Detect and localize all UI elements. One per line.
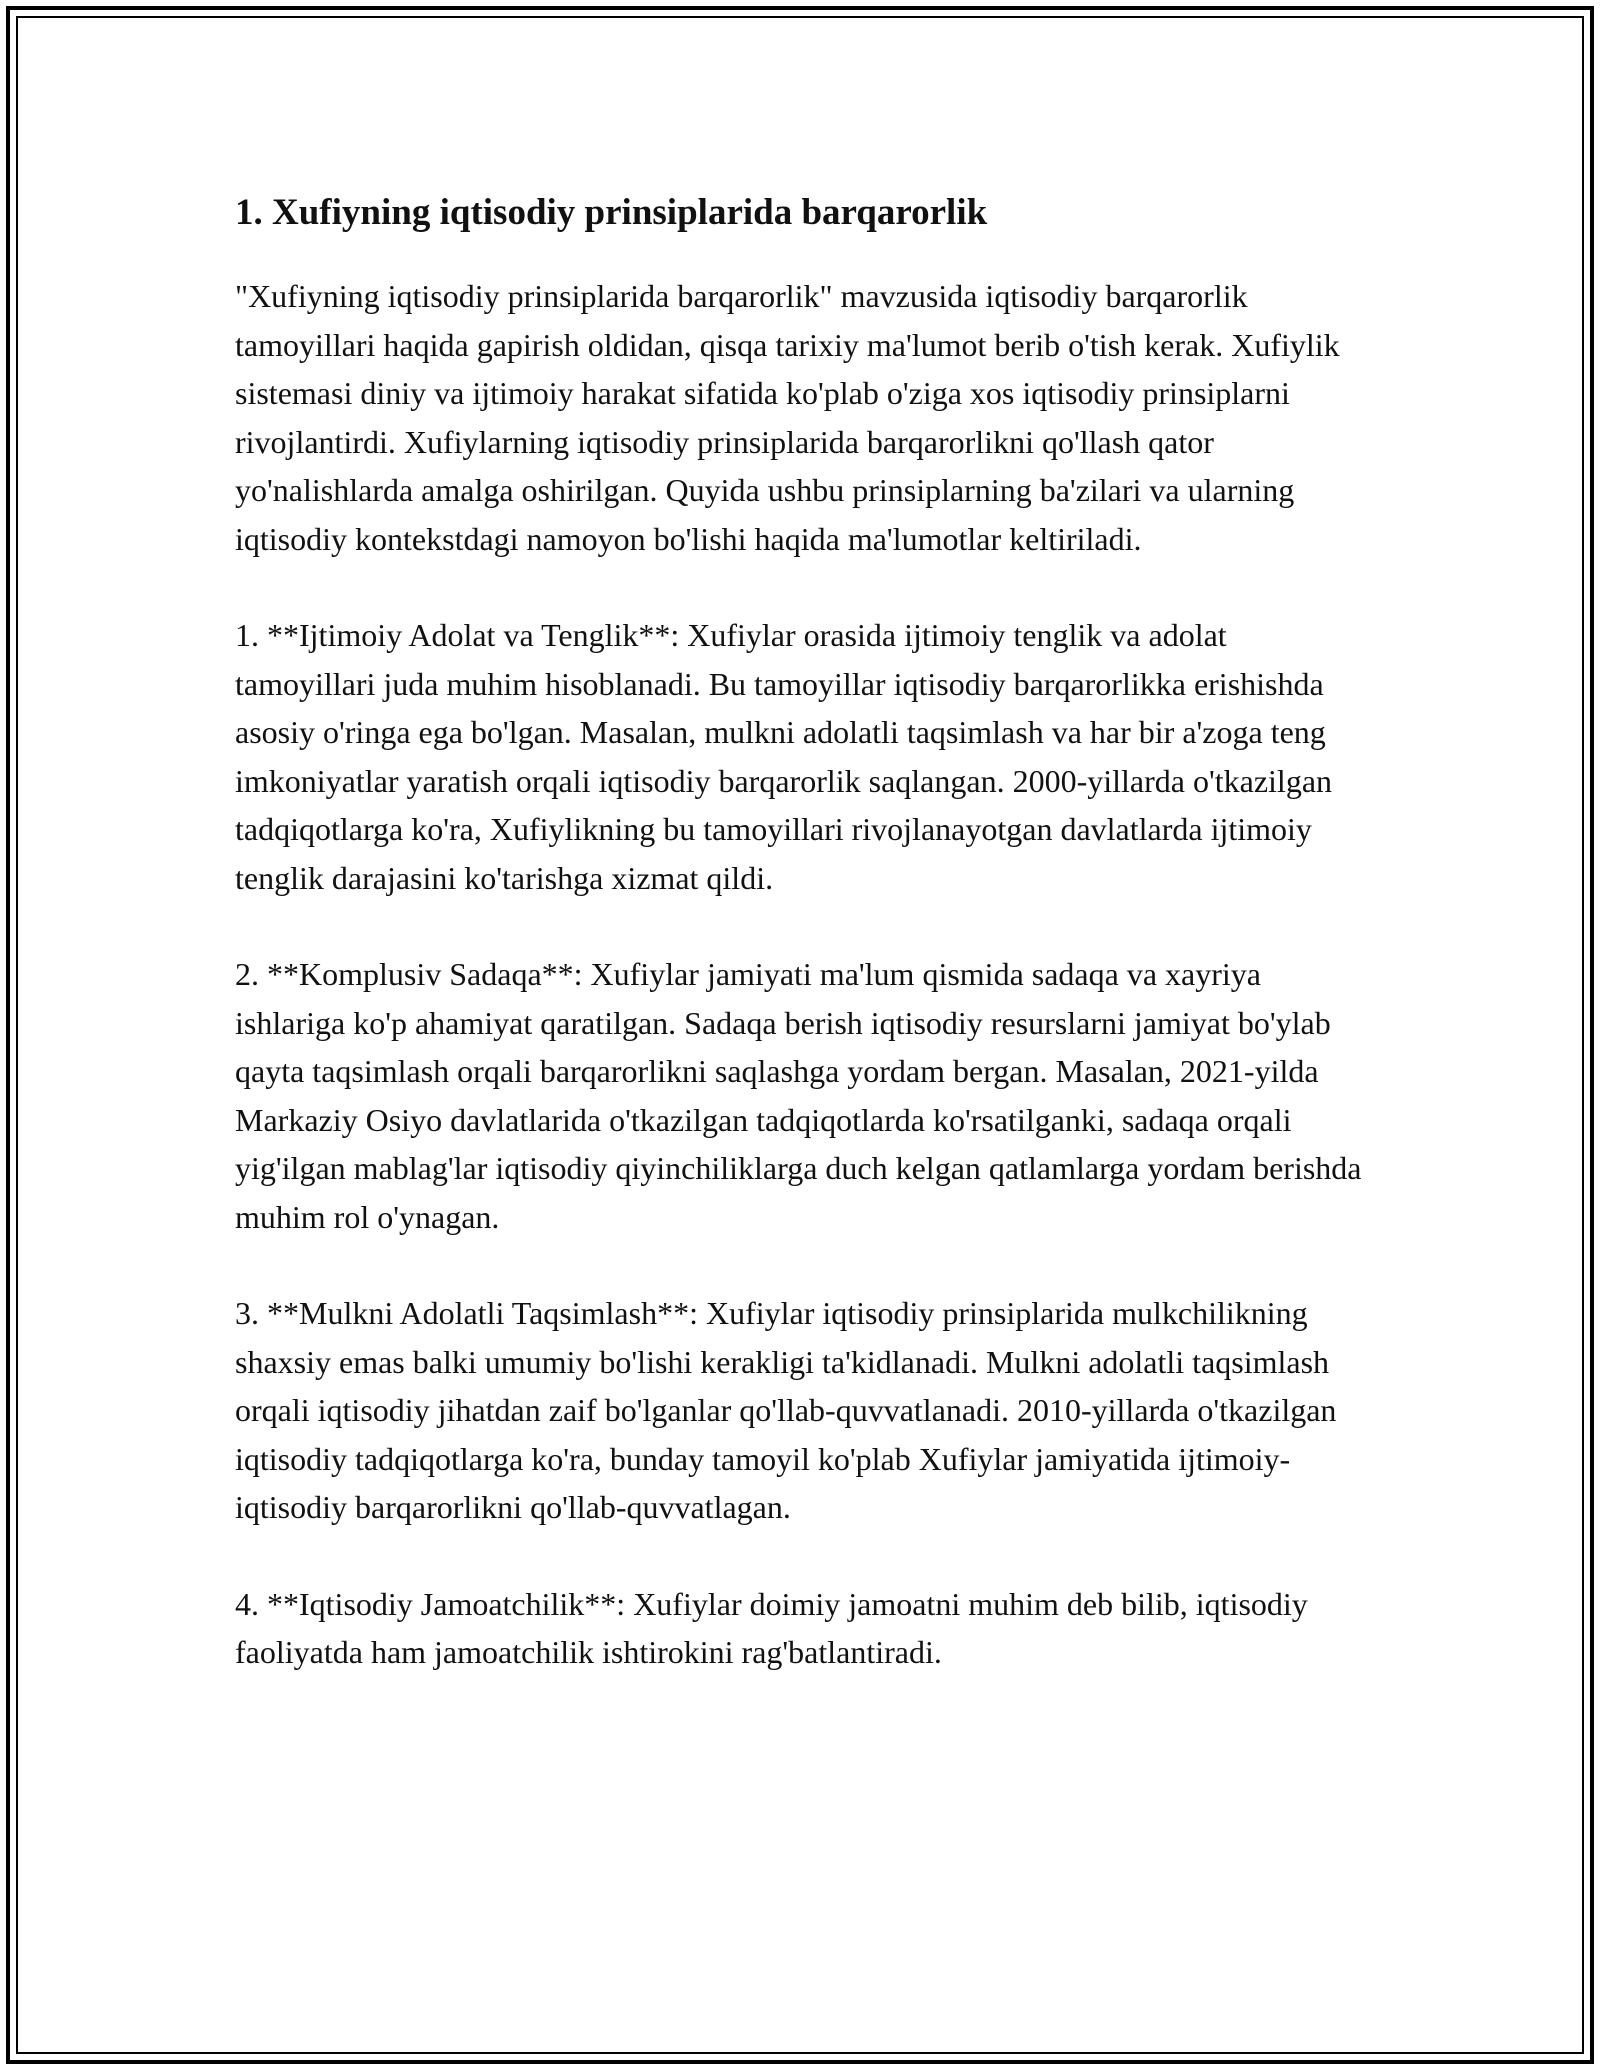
document-body <box>235 184 1365 1725</box>
intro-paragraph: "Xufiyning iqtisodiy prinsiplarida barqarorlik" mavzusida iqtisodiy barqarorlik tamoyillari haqida gapirish oldidan, qisqa tarixiy ma'lumot berib o'tish kerak. Xufiylik sistemasi diniy va ijtimoiy harakat sifatida ko'plab o'ziga xos iqtisodiy prinsiplarni rivojlantirdi. Xufiylarning iqtisodiy prinsiplarida barqarorlikni qo'llash qator yo'nalishlarda amalga oshirilgan. Quyida ushbu prinsiplarning ba'zilari va ularning iqtisodiy kontekstdagi namoyon bo'lishi haqida ma'lumotlar keltiriladi. <box>235 278 1340 557</box>
principle-paragraph-2: 2. **Komplusiv Sadaqa**: Xufiylar jamiyati ma'lum qismida sadaqa va xayriya ishlariga ko'p ahamiyat qaratilgan. Sadaqa berish iqtisodiy resurslarni jamiyat bo'ylab qayta taqsimlash orqali barqarorlikni saqlashga yordam bergan. Masalan, 2021-yilda Markaziy Osiyo davlatlarida o'tkazilgan tadqiqotlarda ko'rsatilganki, sadaqa orqali yig'ilgan mablag'lar iqtisodiy qiyinchiliklarga duch kelgan qatlamlarga yordam berishda muhim rol o'ynagan. <box>235 956 1362 1235</box>
document-title: 1. Xufiyning iqtisodiy prinsiplarida barqarorlik <box>235 192 988 233</box>
principle-paragraph-4: 4. **Iqtisodiy Jamoatchilik**: Xufiylar doimiy jamoatni muhim deb bilib, iqtisodiy faoliyatda ham jamoatchilik ishtirokini rag'batlantiradi. <box>235 1585 1308 1670</box>
principle-paragraph-1: 1. **Ijtimoiy Adolat va Tenglik**: Xufiylar orasida ijtimoiy tenglik va adolat tamoyillari juda muhim hisoblanadi. Bu tamoyillar iqtisodiy barqarorlikka erishishda asosiy o'ringa ega bo'lgan. Masalan, mulkni adolatli taqsimlash va har bir a'zoga teng imkoniyatlar yaratish orqali iqtisodiy barqarorlik saqlangan. 2000-yillarda o'tkazilgan tadqiqotlarga ko'ra, Xufiylikning bu tamoyillari rivojlanayotgan davlatlarda ijtimoiy tenglik darajasini ko'tarishga xizmat qildi. <box>235 617 1333 896</box>
principle-paragraph-3: 3. **Mulkni Adolatli Taqsimlash**: Xufiylar iqtisodiy prinsiplarida mulkchilikning shaxsiy emas balki umumiy bo'lishi kerakligi ta'kidlanadi. Mulkni adolatli taqsimlash orqali iqtisodiy jihatdan zaif bo'lganlar qo'llab-quvvatlanadi. 2010-yillarda o'tkazilgan iqtisodiy tadqiqotlarga ko'ra, bunday tamoyil ko'plab Xufiylar jamiyatida ijtimoiy-iqtisodiy barqarorlikni qo'llab-quvvatlagan. <box>235 1295 1337 1525</box>
